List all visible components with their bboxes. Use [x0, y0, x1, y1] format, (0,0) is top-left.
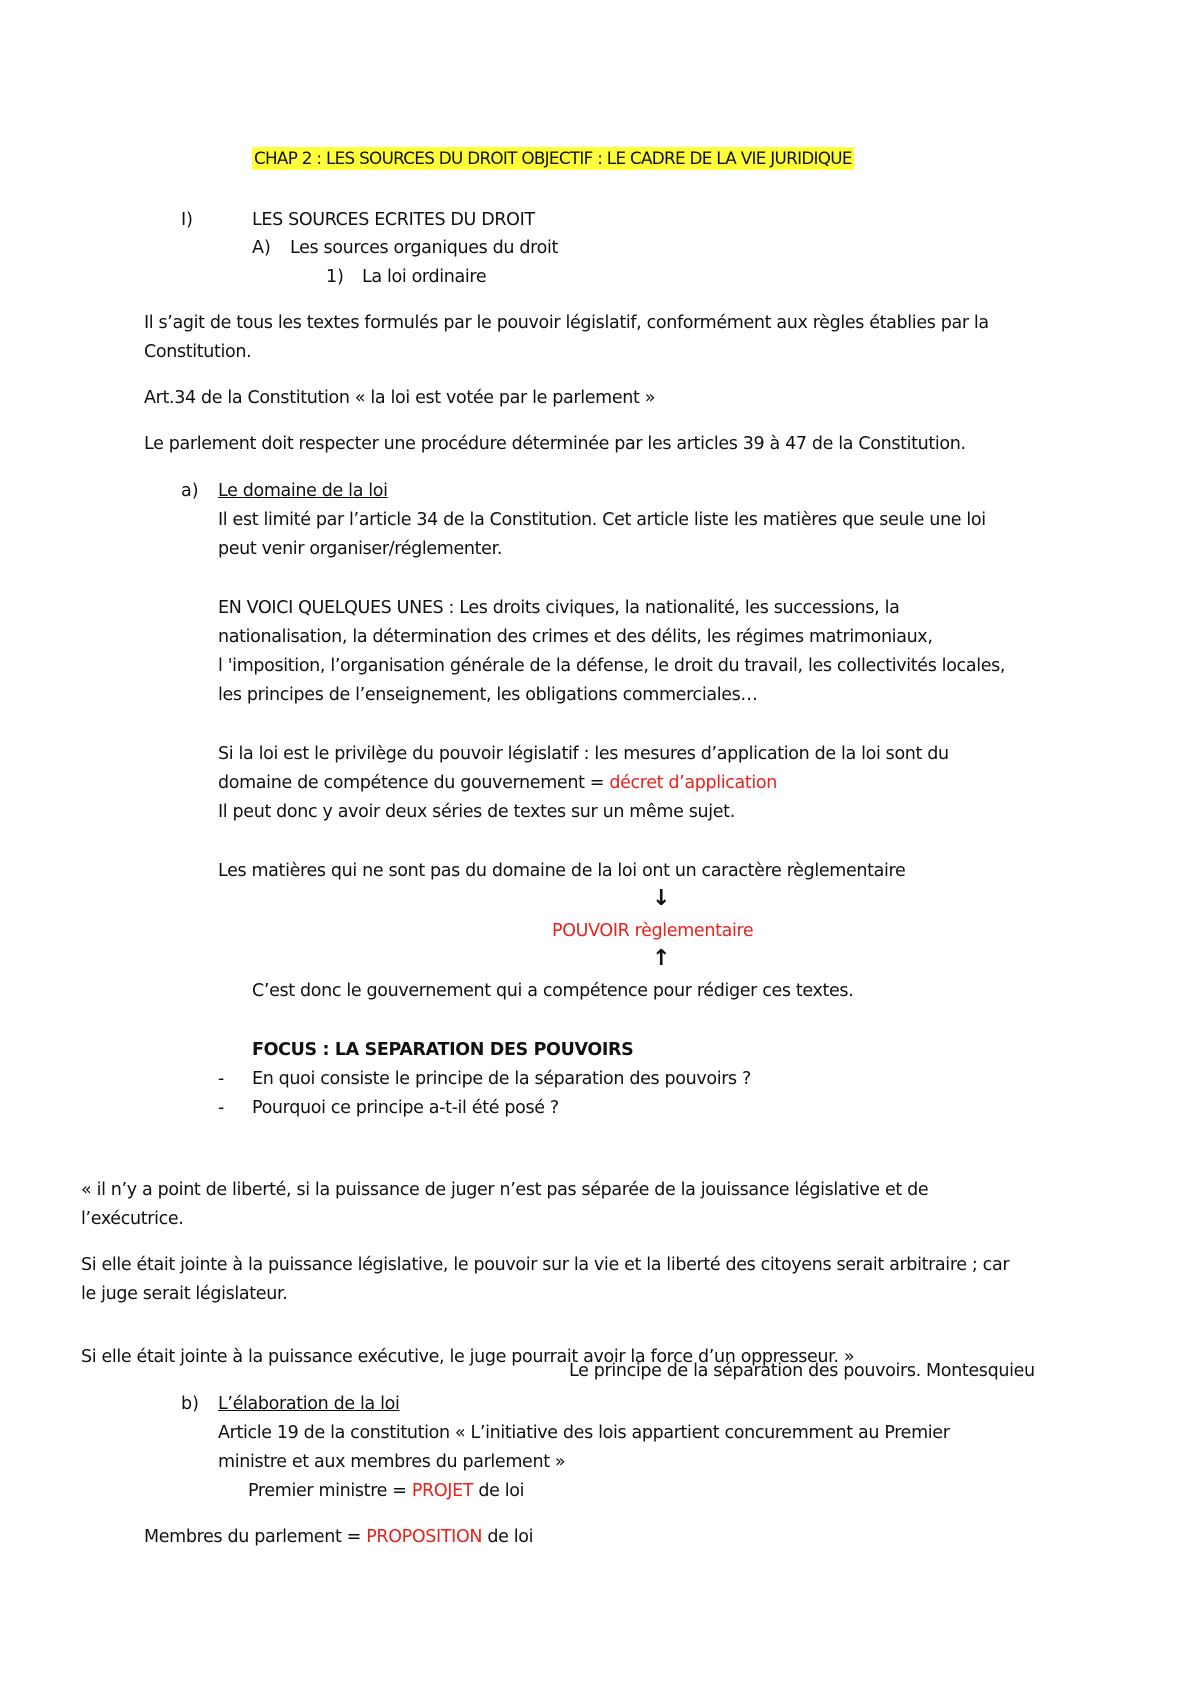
- focus-item-1-marker: -: [218, 1069, 225, 1089]
- arrow-down-icon: ↓: [652, 886, 671, 911]
- domaine-heading: Le domaine de la loi: [218, 481, 388, 501]
- elaboration-heading: L’élaboration de la loi: [218, 1394, 400, 1414]
- pouvoir-reglementaire-label: POUVOIR règlementaire: [552, 921, 754, 941]
- privilege-line-2: [218, 773, 777, 794]
- chapter-title: CHAP 2 : LES SOURCES DU DROIT OBJECTIF : LE CADRE DE LA VIE JURIDIQUE: [252, 147, 854, 170]
- section-heading: LES SOURCES ECRITES DU DROIT: [252, 210, 535, 230]
- proposition-highlight: PROPOSITION: [366, 1527, 483, 1547]
- gouvernement-line: C’est donc le gouvernement qui a compétence pour rédiger ces textes.: [252, 981, 854, 1001]
- item-marker: 1): [326, 267, 344, 287]
- elaboration-line-1: Article 19 de la constitution « L’initiative des lois appartient concuremment au Premier: [218, 1423, 950, 1443]
- membres-parlement-line: [144, 1527, 533, 1548]
- arrow-up-icon: ↑: [652, 946, 671, 971]
- elaboration-line-2: ministre et aux membres du parlement »: [218, 1452, 566, 1472]
- domaine-p1-line-2: peut venir organiser/réglementer.: [218, 539, 503, 559]
- quote-p2-line-2: le juge serait législateur.: [81, 1284, 288, 1304]
- item-heading: La loi ordinaire: [362, 267, 487, 287]
- procedure-line: Le parlement doit respecter une procédure déterminée par les articles 39 à 47 de la Constitution.: [144, 434, 966, 454]
- section-marker: I): [181, 210, 193, 230]
- focus-item-1: En quoi consiste le principe de la séparation des pouvoirs ?: [252, 1069, 751, 1089]
- projet-highlight: PROJET: [411, 1481, 474, 1501]
- domaine-list-line-1: EN VOICI QUELQUES UNES : Les droits civiques, la nationalité, les successions, la: [218, 598, 900, 618]
- quote-p3: Si elle était jointe à la puissance exécutive, le juge pourrait avoir la force d’un oppresseur. »: [81, 1347, 855, 1367]
- decret-application-highlight: décret d’application: [609, 773, 778, 793]
- quote-source: Le principe de la séparation des pouvoirs. Montesquieu: [569, 1361, 1035, 1381]
- membres-parlement-text: Membres du parlement =: [144, 1527, 367, 1547]
- focus-item-2-marker: -: [218, 1098, 225, 1118]
- premier-ministre-text: Premier ministre =: [248, 1481, 412, 1501]
- domaine-list-line-4: les principes de l’enseignement, les obligations commerciales…: [218, 685, 758, 705]
- focus-item-2: Pourquoi ce principe a-t-il été posé ?: [252, 1098, 559, 1118]
- domaine-list-line-2: nationalisation, la détermination des crimes et des délits, les régimes matrimoniaux,: [218, 627, 933, 647]
- matieres-line: Les matières qui ne sont pas du domaine de la loi ont un caractère règlementaire: [218, 861, 906, 881]
- intro-line-1: Il s’agit de tous les textes formulés par le pouvoir législatif, conformément aux règles établies par la: [144, 313, 989, 333]
- privilege-line-2-text: domaine de compétence du gouvernement =: [218, 773, 610, 793]
- quote-p1-line-1: « il n’y a point de liberté, si la puissance de juger n’est pas séparée de la jouissance législative et de: [81, 1180, 929, 1200]
- elaboration-marker: b): [181, 1394, 199, 1414]
- domaine-marker: a): [181, 481, 199, 501]
- premier-ministre-suffix: de loi: [473, 1481, 525, 1501]
- intro-line-2: Constitution.: [144, 342, 252, 362]
- subsection-marker: A): [252, 238, 271, 258]
- privilege-line-3: Il peut donc y avoir deux séries de textes sur un même sujet.: [218, 802, 735, 822]
- art34-line: Art.34 de la Constitution « la loi est votée par le parlement »: [144, 388, 656, 408]
- privilege-line-1: Si la loi est le privilège du pouvoir législatif : les mesures d’application de la loi sont du: [218, 744, 949, 764]
- domaine-list-line-3: l 'imposition, l’organisation générale de la défense, le droit du travail, les collectivités locales,: [218, 656, 1006, 676]
- membres-parlement-suffix: de loi: [482, 1527, 534, 1547]
- quote-p1-line-2: l’exécutrice.: [81, 1209, 184, 1229]
- domaine-p1-line-1: Il est limité par l’article 34 de la Constitution. Cet article liste les matières que seule une loi: [218, 510, 986, 530]
- subsection-heading: Les sources organiques du droit: [290, 238, 558, 258]
- quote-p2-line-1: Si elle était jointe à la puissance législative, le pouvoir sur la vie et la liberté des citoyens serait arbitraire ; car: [81, 1255, 1010, 1275]
- premier-ministre-line: [248, 1481, 524, 1502]
- focus-heading: FOCUS : LA SEPARATION DES POUVOIRS: [252, 1040, 634, 1060]
